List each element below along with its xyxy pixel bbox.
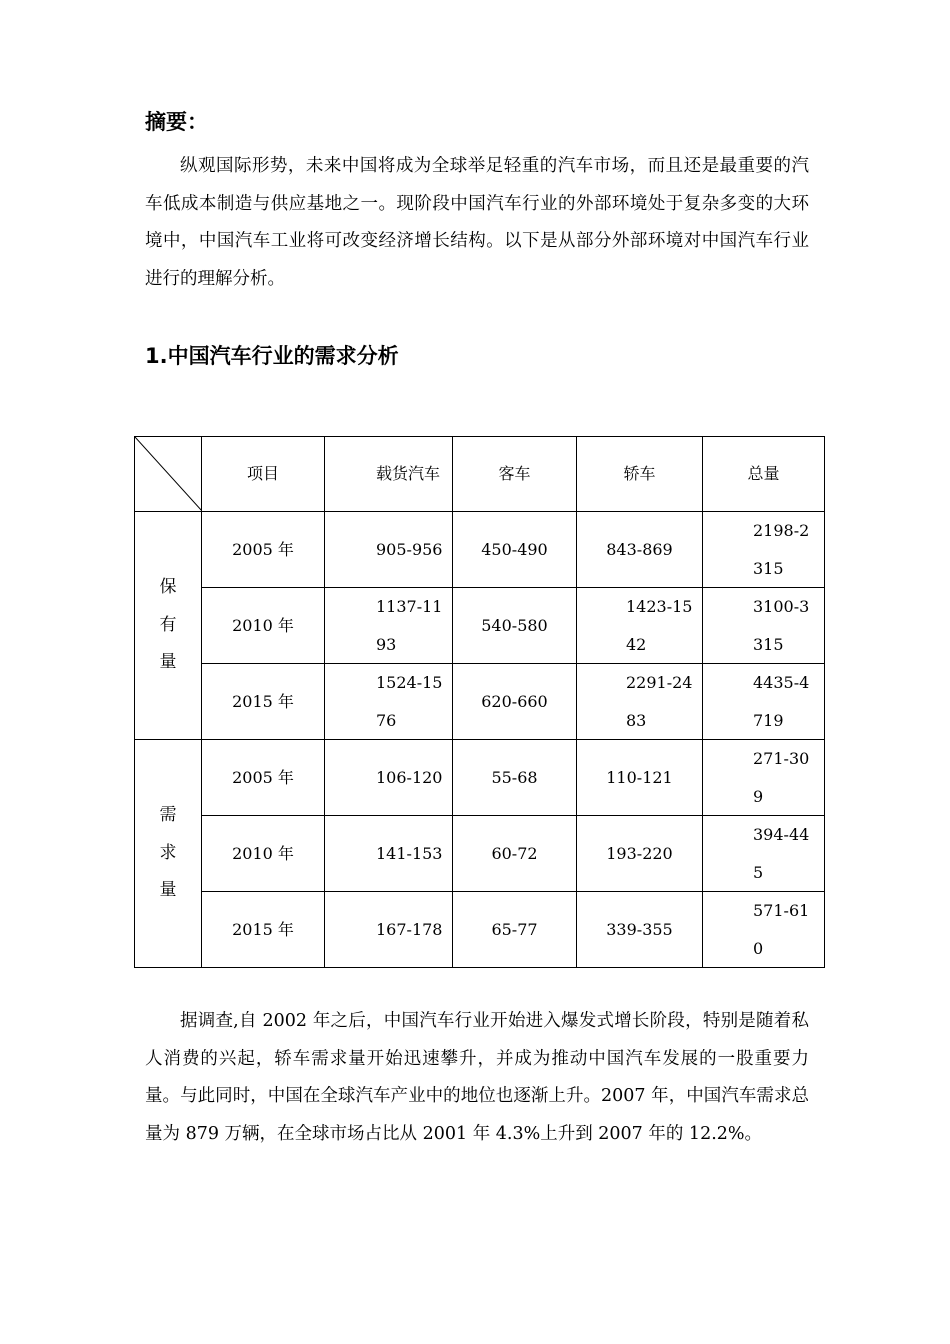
table-row xyxy=(135,816,825,892)
bus-cell: 55-68 xyxy=(453,740,577,816)
cargo-cell: 905-956 xyxy=(325,512,453,588)
year-cell: 2015 年 xyxy=(202,892,325,968)
total-cell: 271-309 xyxy=(703,740,825,816)
header-cargo-label: 载货汽车 xyxy=(376,464,441,484)
year-cell: 2010 年 xyxy=(202,588,325,664)
table-row xyxy=(135,664,825,740)
bus-cell: 450-490 xyxy=(453,512,577,588)
total-cell: 4435-4719 xyxy=(703,664,825,740)
survey-paragraph: 据调查,自 2002 年之后，中国汽车行业开始进入爆发式增长阶段，特别是随着私人消费的兴起，轿车需求量开始迅速攀升，并成为推动中国汽车发展的一股重要力量。与此同时，中国在全球汽车产业中的地位也逐渐上升。2007 年，中国汽车需求总量为 879 万辆，在全球市场占比从 2001 年 4.3%上升到 2007 年的 12.2%。 xyxy=(145,1011,809,1144)
car-cell: 339-355 xyxy=(577,892,703,968)
header-item: 项目 xyxy=(202,437,325,512)
table-row xyxy=(135,892,825,968)
vehicle-demand-table xyxy=(134,436,825,968)
total-cell: 2198-2315 xyxy=(703,512,825,588)
year-cell: 2010 年 xyxy=(202,816,325,892)
header-bus: 客车 xyxy=(453,437,577,512)
bus-cell: 540-580 xyxy=(453,588,577,664)
year-cell: 2005 年 xyxy=(202,740,325,816)
header-cargo xyxy=(325,437,453,512)
diagonal-line xyxy=(135,437,202,511)
car-cell: 1423-1542 xyxy=(577,588,703,664)
group-label-stock: 保有量 xyxy=(135,512,202,740)
cargo-cell: 106-120 xyxy=(325,740,453,816)
car-cell: 193-220 xyxy=(577,816,703,892)
car-cell: 2291-2483 xyxy=(577,664,703,740)
bus-cell: 620-660 xyxy=(453,664,577,740)
section-heading: 1.中国汽车行业的需求分析 xyxy=(145,344,399,368)
total-cell: 3100-3315 xyxy=(703,588,825,664)
cargo-cell: 167-178 xyxy=(325,892,453,968)
total-cell: 571-610 xyxy=(703,892,825,968)
cargo-cell: 141-153 xyxy=(325,816,453,892)
year-cell: 2005 年 xyxy=(202,512,325,588)
diagonal-header-cell xyxy=(135,437,202,512)
table-row xyxy=(135,512,825,588)
abstract-heading: 摘要： xyxy=(145,110,208,134)
bus-cell: 60-72 xyxy=(453,816,577,892)
header-car: 轿车 xyxy=(577,437,703,512)
car-cell: 843-869 xyxy=(577,512,703,588)
cargo-cell: 1524-1576 xyxy=(325,664,453,740)
car-cell: 110-121 xyxy=(577,740,703,816)
group-label-demand: 需求量 xyxy=(135,740,202,968)
table-row xyxy=(135,740,825,816)
year-cell: 2015 年 xyxy=(202,664,325,740)
header-total: 总量 xyxy=(703,437,825,512)
bus-cell: 65-77 xyxy=(453,892,577,968)
total-cell: 394-445 xyxy=(703,816,825,892)
abstract-paragraph: 纵观国际形势，未来中国将成为全球举足轻重的汽车市场，而且还是最重要的汽车低成本制造与供应基地之一。现阶段中国汽车行业的外部环境处于复杂多变的大环境中，中国汽车工业将可改变经济增长结构。以下是从部分外部环境对中国汽车行业进行的理解分析。 xyxy=(145,156,809,289)
table-header-row xyxy=(135,437,825,512)
table-row xyxy=(135,588,825,664)
cargo-cell: 1137-1193 xyxy=(325,588,453,664)
